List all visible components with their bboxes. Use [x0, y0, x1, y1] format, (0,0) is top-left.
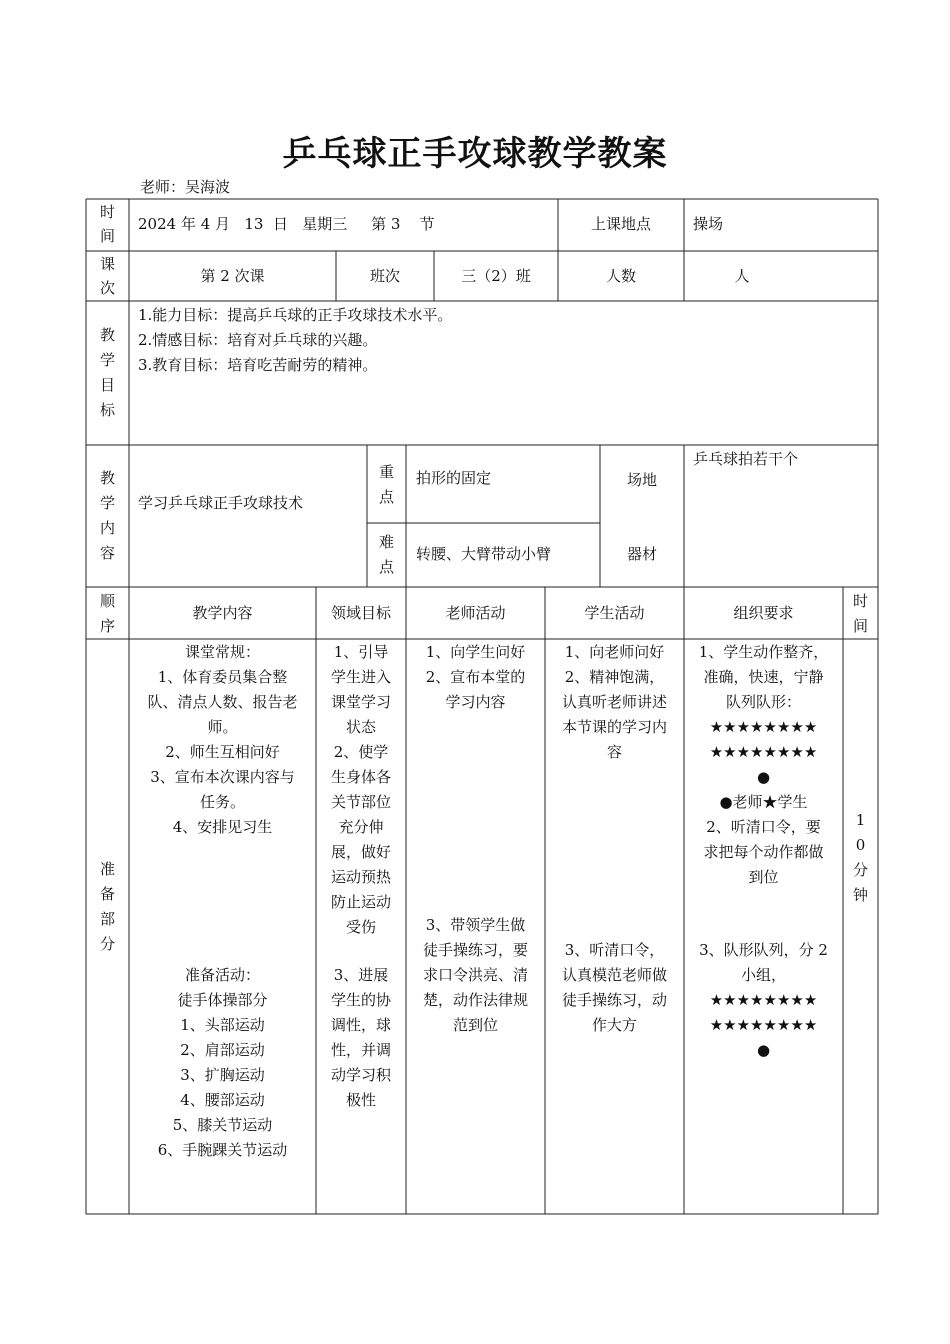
- prep-teacher-a: 1、向学生问好 2、宣布本堂的 学习内容: [425, 643, 526, 711]
- prep-domain-b: 3、进展 学生的协 调性，球 性，并调 动学习积 极性: [330, 966, 391, 1109]
- prep-teacher-b: 3、带领学生做 徒手操练习，要 求口令洪亮、清 楚，动作法律规 范到位: [422, 916, 528, 1034]
- formation-teacher-dot: ●: [756, 768, 771, 786]
- lesson-datetime: 2024 年 4 月 13 日 星期三 第 3 节: [138, 215, 435, 233]
- prep-org-c: 3、队形队列，分 2 小组，: [699, 941, 828, 984]
- page-title: 乒乓球正手攻球教学教案: [282, 134, 668, 174]
- location-label: 上课地点: [590, 215, 651, 233]
- goal-item: 1.能力目标：提高乒乓球的正手攻球技术水平。: [138, 306, 453, 324]
- formation-students-row: ★★★★★★★★: [709, 743, 818, 761]
- content-topic: 学习乒乓球正手攻球技术: [138, 494, 304, 512]
- time-label: 时 间: [99, 203, 115, 245]
- formation-students-row: ★★★★★★★★: [709, 718, 818, 736]
- prep-domain-a: 1、引导 学生进入 课堂学习 状态 2、使学 生身体各 关节部位 充分伸 展，做好 运动预热 防止运动 受伤: [330, 643, 391, 936]
- prep-content-warmup: 准备活动： 徒手体操部分 1、头部运动 2、肩部运动 3、扩胸运动 4、腰部运动 5、膝关节运动 6、手腕踝关节运动: [157, 966, 288, 1159]
- prep-label: 准 备 部 分: [99, 860, 115, 953]
- lesson-number-label: 课 次: [99, 255, 115, 297]
- key-point-value: 拍形的固定: [416, 469, 492, 487]
- class-label: 班次: [369, 267, 400, 285]
- header-teacher: 老师活动: [445, 604, 506, 622]
- difficulty-label: 难 点: [378, 533, 394, 576]
- formation-legend: ●老师★学生: [719, 793, 808, 811]
- equipment-label: 器材: [626, 545, 657, 563]
- goal-item: 2.情感目标：培育对乒乓球的兴趣。: [138, 331, 378, 349]
- difficulty-value: 转腰、大臂带动小臂: [416, 545, 552, 563]
- prep-student-b: 3、听清口令， 认真模范老师做 徒手操练习，动 作大方: [561, 941, 667, 1034]
- header-domain: 领域目标: [330, 604, 391, 622]
- formation-students-row: ★★★★★★★★: [709, 1016, 818, 1034]
- header-order: 顺 序: [99, 592, 115, 635]
- goal-item: 3.教育目标：培育吃苦耐劳的精神。: [138, 356, 378, 374]
- prep-time: 1 0 分 钟: [852, 811, 868, 904]
- goals-label: 教 学 目 标: [99, 326, 115, 419]
- teacher-name: 老师：吴海波: [140, 178, 231, 196]
- class-value: 三（2）班: [461, 267, 531, 285]
- student-count-label: 人数: [605, 267, 636, 285]
- prep-content-routine: 课堂常规： 1、体育委员集合整 队、清点人数、报告老 师。 2、师生互相问好 3、宣布本次课内容与 任务。 4、安排见习生: [147, 643, 298, 836]
- content-label: 教 学 内 容: [99, 469, 115, 562]
- student-count-value: 人: [734, 267, 750, 285]
- prep-student-a: 1、向老师问好 2、精神饱满， 认真听老师讲述 本节课的学习内 容: [561, 643, 667, 761]
- lesson-number-value: 第 2 次课: [200, 267, 265, 285]
- header-org: 组织要求: [733, 604, 794, 622]
- formation-students-row: ★★★★★★★★: [709, 991, 818, 1009]
- prep-org-a: 1、学生动作整齐， 准确，快速，宁静 队列队形：: [698, 643, 829, 711]
- equipment-value: 乒乓球拍若干个: [693, 450, 799, 468]
- header-time: 时 间: [852, 592, 868, 635]
- goals-list: [138, 303, 868, 378]
- key-point-label: 重 点: [378, 463, 394, 506]
- location-value: 操场: [693, 215, 724, 233]
- prep-org-b: 2、听清口令，要 求把每个动作都做 到位: [703, 818, 824, 886]
- header-content: 教学内容: [192, 604, 253, 622]
- formation-teacher-dot: ●: [756, 1041, 771, 1059]
- header-student: 学生活动: [584, 604, 645, 622]
- venue-label: 场地: [626, 471, 657, 489]
